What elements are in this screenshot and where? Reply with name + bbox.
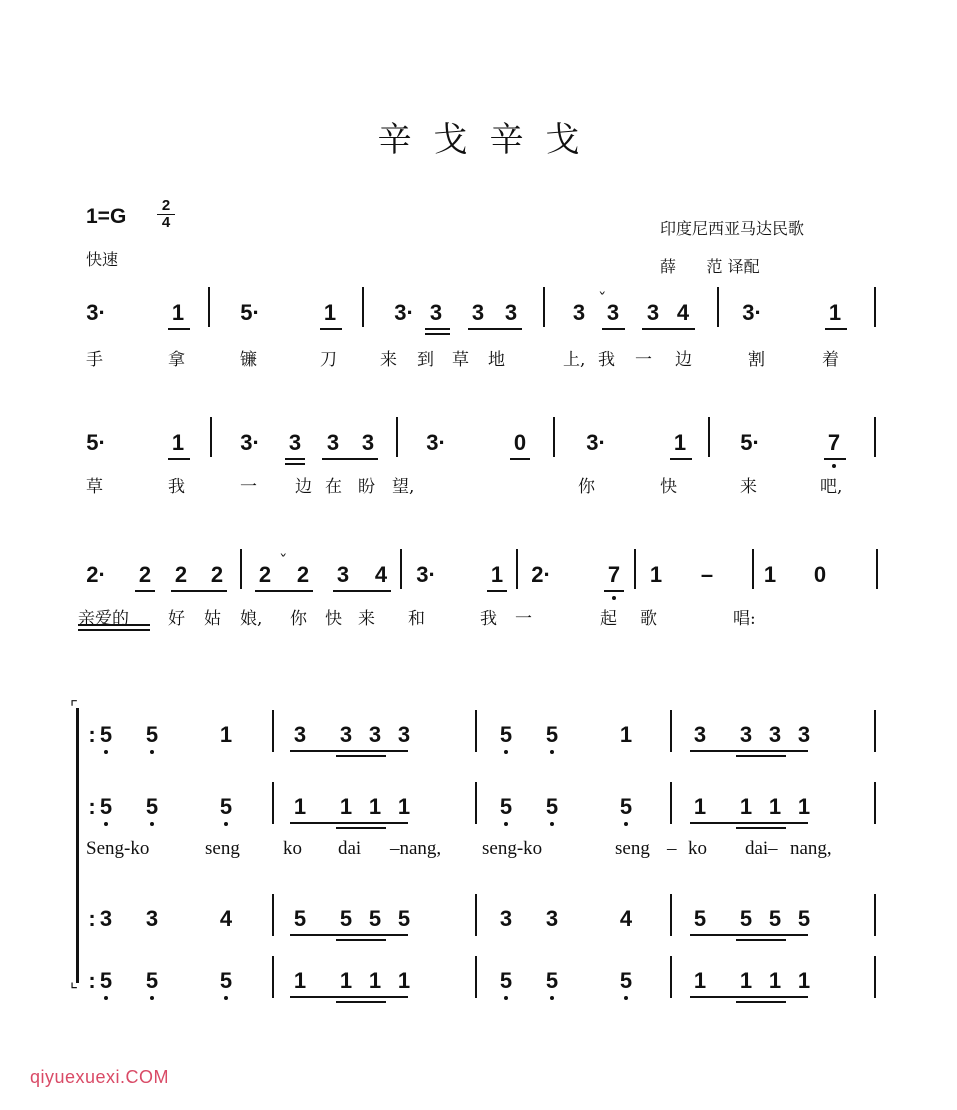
bar-line xyxy=(670,782,672,824)
note-part4: 1 xyxy=(339,968,353,993)
watermark: qiyuexuexi.COM xyxy=(30,1067,170,1087)
beam xyxy=(690,934,808,936)
lyric: 你 xyxy=(578,477,595,497)
octave-dot xyxy=(150,996,154,1000)
note-part1: 3 xyxy=(768,722,782,747)
romanized-lyric: nang, xyxy=(790,838,832,859)
note-part2: 1 xyxy=(339,794,353,819)
bar-line xyxy=(874,710,876,752)
romanized-lyric: seng-ko xyxy=(482,838,543,859)
note: 2 xyxy=(138,562,152,587)
note-part1: 5 xyxy=(499,722,513,747)
bar-line xyxy=(553,417,555,457)
romanized-lyric: seng xyxy=(205,838,240,859)
lyric: 姑 xyxy=(204,609,221,629)
note: 3 xyxy=(646,300,660,325)
lyric: 手 xyxy=(86,350,103,370)
note-part3: 3 xyxy=(499,906,513,931)
note: 3 xyxy=(606,300,620,325)
note: 3 xyxy=(429,300,443,325)
bar-line xyxy=(874,956,876,998)
beam xyxy=(736,1001,786,1003)
note: 3· xyxy=(586,430,606,455)
bar-line xyxy=(874,287,876,327)
note-part3: 5 xyxy=(693,906,707,931)
octave-dot xyxy=(550,996,554,1000)
beam xyxy=(255,590,313,592)
lyric: 草 xyxy=(452,350,469,370)
note-part4: 5 xyxy=(545,968,559,993)
lyric: 到 xyxy=(417,350,434,370)
note: 0 xyxy=(813,562,827,587)
note-part4: 1 xyxy=(797,968,811,993)
octave-dot xyxy=(224,996,228,1000)
note-part2: 5 xyxy=(499,794,513,819)
bar-line xyxy=(400,549,402,589)
beam xyxy=(322,458,378,460)
lyric: 和 xyxy=(408,609,425,629)
note-part3: 3 xyxy=(99,906,113,931)
bar-line xyxy=(475,782,477,824)
beam xyxy=(825,328,847,330)
note: 3 xyxy=(361,430,375,455)
song-origin: 印度尼西亚马达民歌 xyxy=(660,219,805,238)
note: 1 xyxy=(171,300,185,325)
octave-dot xyxy=(624,822,628,826)
note-part2: 1 xyxy=(739,794,753,819)
beam xyxy=(290,750,408,752)
beam xyxy=(135,590,155,592)
note: 3 xyxy=(336,562,350,587)
bar-line xyxy=(670,894,672,936)
note-part2: 1 xyxy=(768,794,782,819)
lyric: 一 xyxy=(635,350,652,370)
octave-dot xyxy=(104,750,108,754)
beam xyxy=(336,1001,386,1003)
note-part1: 3 xyxy=(397,722,411,747)
note-part2: 5 xyxy=(145,794,159,819)
note-part4: 5 xyxy=(145,968,159,993)
bar-line xyxy=(874,782,876,824)
note-part1: 5 xyxy=(545,722,559,747)
romanized-lyric: – xyxy=(768,838,778,859)
note: 0 xyxy=(513,430,527,455)
beam xyxy=(320,328,342,330)
bar-line xyxy=(874,417,876,457)
note: 3 xyxy=(326,430,340,455)
lyric: 吧, xyxy=(820,477,843,497)
time-signature-top: 2 xyxy=(157,198,175,215)
note: 3· xyxy=(86,300,106,325)
lyric: 来 xyxy=(740,477,757,497)
lyric: 镰 xyxy=(240,350,257,370)
beam xyxy=(78,629,150,631)
note-part2: 5 xyxy=(219,794,233,819)
note-part2: 5 xyxy=(545,794,559,819)
note-part3: 4 xyxy=(619,906,633,931)
arranger-credit: 薛 范 译配 xyxy=(660,257,760,276)
note-part1: 1 xyxy=(219,722,233,747)
note: 7 xyxy=(607,562,621,587)
note: 3· xyxy=(394,300,414,325)
note-part3: 3 xyxy=(545,906,559,931)
romanized-lyric: Seng-ko xyxy=(86,838,150,859)
note: 3· xyxy=(742,300,762,325)
note-part1: 3 xyxy=(339,722,353,747)
note-part2: 1 xyxy=(397,794,411,819)
note: 3 xyxy=(572,300,586,325)
note-part3: 5 xyxy=(293,906,307,931)
lyric: 拿 xyxy=(168,350,185,370)
note: – xyxy=(700,562,714,587)
octave-dot xyxy=(550,750,554,754)
bar-line xyxy=(272,710,274,752)
lyric: 上, xyxy=(563,350,586,370)
octave-dot xyxy=(504,996,508,1000)
bar-line xyxy=(874,894,876,936)
lyric: 一 xyxy=(240,477,257,497)
note: 2· xyxy=(531,562,551,587)
note-part2: 5 xyxy=(619,794,633,819)
note: 4 xyxy=(374,562,388,587)
beam xyxy=(290,822,408,824)
note-part2: 1 xyxy=(368,794,382,819)
beam xyxy=(736,755,786,757)
beam xyxy=(642,328,695,330)
romanized-lyric: dai xyxy=(338,838,362,859)
note: 2 xyxy=(210,562,224,587)
beam xyxy=(690,750,808,752)
lyric: 割 xyxy=(748,350,765,370)
note: 1 xyxy=(171,430,185,455)
brace-curl-top: ⌜ xyxy=(70,698,78,718)
note: 1 xyxy=(763,562,777,587)
lyric: 来 xyxy=(358,609,375,629)
note-part3: 5 xyxy=(397,906,411,931)
beam xyxy=(285,463,305,465)
beam xyxy=(168,328,190,330)
time-signature xyxy=(157,198,175,231)
beam xyxy=(425,328,450,330)
lyric: 我 xyxy=(598,350,615,370)
lyric: 在 xyxy=(325,477,342,497)
note: 2 xyxy=(258,562,272,587)
beam xyxy=(336,755,386,757)
note-part1: 3 xyxy=(797,722,811,747)
note-part1: 5 xyxy=(145,722,159,747)
bar-line xyxy=(543,287,545,327)
note: 3 xyxy=(288,430,302,455)
beam xyxy=(468,328,522,330)
repeat-sign: : xyxy=(88,794,96,819)
bar-line xyxy=(670,956,672,998)
note: 5· xyxy=(740,430,760,455)
lyric: 你 xyxy=(290,609,307,629)
time-signature-bottom: 4 xyxy=(161,214,171,231)
beam xyxy=(690,996,808,998)
octave-dot xyxy=(550,822,554,826)
note: 3· xyxy=(426,430,446,455)
octave-dot xyxy=(104,996,108,1000)
octave-dot xyxy=(612,596,616,600)
beam xyxy=(285,458,305,460)
note-part3: 3 xyxy=(145,906,159,931)
bar-line xyxy=(272,782,274,824)
note: 5· xyxy=(240,300,260,325)
beam xyxy=(336,939,386,941)
note-part3: 5 xyxy=(797,906,811,931)
note: 1 xyxy=(673,430,687,455)
note: 4 xyxy=(676,300,690,325)
note-part2: 1 xyxy=(693,794,707,819)
bar-line xyxy=(516,549,518,589)
romanized-lyric: seng xyxy=(615,838,650,859)
note-part3: 5 xyxy=(339,906,353,931)
beam xyxy=(425,333,450,335)
bar-line xyxy=(717,287,719,327)
beam xyxy=(670,458,692,460)
beam xyxy=(510,458,530,460)
note-part4: 1 xyxy=(368,968,382,993)
bar-line xyxy=(752,549,754,589)
lyric: 亲爱的 xyxy=(78,609,129,629)
system-brace xyxy=(76,708,79,983)
beam xyxy=(290,996,408,998)
lyric: 地 xyxy=(488,350,505,370)
note-part2: 1 xyxy=(797,794,811,819)
bar-line xyxy=(670,710,672,752)
note: 2 xyxy=(296,562,310,587)
beam xyxy=(690,822,808,824)
note: 2· xyxy=(86,562,106,587)
note: 5· xyxy=(86,430,106,455)
beam xyxy=(168,458,190,460)
lyric: 一 xyxy=(515,609,532,629)
note-part1: 3 xyxy=(693,722,707,747)
bar-line xyxy=(240,549,242,589)
beam xyxy=(336,827,386,829)
note-part4: 1 xyxy=(293,968,307,993)
romanized-lyric: –nang, xyxy=(390,838,442,859)
bar-line xyxy=(272,956,274,998)
lyric: 快 xyxy=(660,477,677,497)
tempo-marking: 快速 xyxy=(86,250,119,269)
note-part4: 5 xyxy=(499,968,513,993)
note: 3 xyxy=(504,300,518,325)
lyric: 我 xyxy=(168,477,185,497)
lyric: 娘, xyxy=(240,609,263,629)
bar-line xyxy=(475,894,477,936)
beam xyxy=(487,590,507,592)
note-part1: 3 xyxy=(739,722,753,747)
note-part3: 5 xyxy=(768,906,782,931)
octave-dot xyxy=(832,464,836,468)
lyric: 起 xyxy=(600,609,617,629)
song-title: 辛戈辛戈 xyxy=(377,120,602,160)
note: 1 xyxy=(649,562,663,587)
beam xyxy=(290,934,408,936)
lyric: 边 xyxy=(675,350,692,370)
bar-line xyxy=(475,956,477,998)
note-part3: 5 xyxy=(368,906,382,931)
octave-dot xyxy=(504,750,508,754)
beam xyxy=(333,590,391,592)
lyric: 唱: xyxy=(733,609,756,629)
bar-line xyxy=(708,417,710,457)
note-part4: 1 xyxy=(739,968,753,993)
beam xyxy=(824,458,846,460)
note-part4: 1 xyxy=(397,968,411,993)
beam xyxy=(171,590,227,592)
note-part1: 3 xyxy=(368,722,382,747)
note: 3· xyxy=(416,562,436,587)
romanized-lyric: ko xyxy=(688,838,707,859)
note-part2: 5 xyxy=(99,794,113,819)
bar-line xyxy=(362,287,364,327)
lyric: 着 xyxy=(822,350,839,370)
note-part3: 4 xyxy=(219,906,233,931)
note: 3· xyxy=(240,430,260,455)
bar-line xyxy=(272,894,274,936)
romanized-lyric: dai xyxy=(745,838,769,859)
note: 1 xyxy=(490,562,504,587)
lyric: 快 xyxy=(325,609,342,629)
breath-mark: ˇ xyxy=(598,290,607,310)
lyric: 草 xyxy=(86,477,103,497)
repeat-sign: : xyxy=(88,722,96,747)
octave-dot xyxy=(150,750,154,754)
lyric: 来 xyxy=(380,350,397,370)
beam xyxy=(604,590,624,592)
octave-dot xyxy=(104,822,108,826)
bar-line xyxy=(210,417,212,457)
lyric: 好 xyxy=(168,609,185,629)
bar-line xyxy=(475,710,477,752)
repeat-sign: : xyxy=(88,906,96,931)
octave-dot xyxy=(150,822,154,826)
breath-mark: ˇ xyxy=(279,552,288,572)
bar-line xyxy=(634,549,636,589)
note: 2 xyxy=(174,562,188,587)
beam xyxy=(602,328,625,330)
bar-line xyxy=(208,287,210,327)
note-part4: 5 xyxy=(619,968,633,993)
note-part4: 1 xyxy=(693,968,707,993)
beam xyxy=(736,939,786,941)
note-part1: 3 xyxy=(293,722,307,747)
bar-line xyxy=(396,417,398,457)
lyric: 刀 xyxy=(320,350,337,370)
note: 3 xyxy=(471,300,485,325)
note-part1: 5 xyxy=(99,722,113,747)
note-part1: 1 xyxy=(619,722,633,747)
note-part4: 1 xyxy=(768,968,782,993)
note: 1 xyxy=(323,300,337,325)
lyric: 我 xyxy=(480,609,497,629)
lyric: 边 xyxy=(295,477,312,497)
note: 7 xyxy=(827,430,841,455)
note-part4: 5 xyxy=(219,968,233,993)
note: 1 xyxy=(828,300,842,325)
beam xyxy=(736,827,786,829)
octave-dot xyxy=(224,822,228,826)
octave-dot xyxy=(504,822,508,826)
bar-line xyxy=(876,549,878,589)
note-part2: 1 xyxy=(293,794,307,819)
key-signature: 1=G xyxy=(86,205,127,228)
romanized-lyric: ko xyxy=(283,838,302,859)
note-part3: 5 xyxy=(739,906,753,931)
lyric: 望, xyxy=(392,477,415,497)
note-part4: 5 xyxy=(99,968,113,993)
lyric: 盼 xyxy=(358,477,375,497)
romanized-lyric: – xyxy=(667,838,677,859)
octave-dot xyxy=(624,996,628,1000)
lyric: 歌 xyxy=(640,609,657,629)
repeat-sign: : xyxy=(88,968,96,993)
brace-curl-bottom: ⌞ xyxy=(70,972,78,992)
